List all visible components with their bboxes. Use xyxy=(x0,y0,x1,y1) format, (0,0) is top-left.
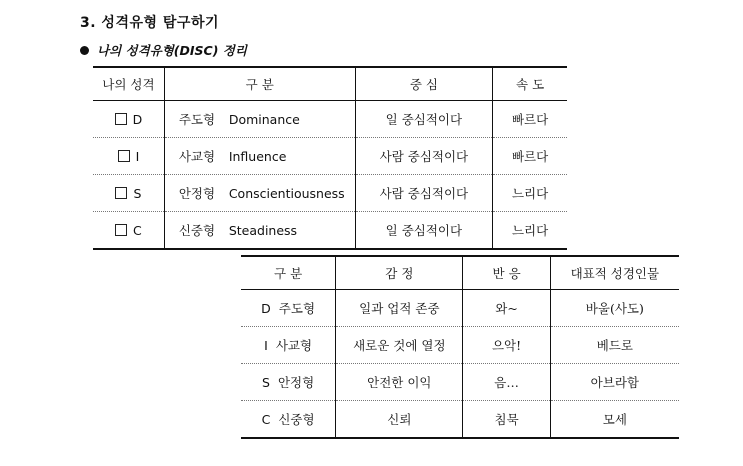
header-category: 구 분 xyxy=(164,67,355,101)
header-emotion: 감 정 xyxy=(336,256,463,290)
type-english: Conscientiousness xyxy=(228,186,345,201)
disc-traits-table xyxy=(241,255,679,439)
subtitle-text: 나의 성격유형(DISC) 정리 xyxy=(97,43,247,58)
type-korean: 안정형 xyxy=(178,186,216,201)
header-reaction: 반 응 xyxy=(463,256,550,290)
figure-cell: 바울(사도) xyxy=(550,290,679,327)
checkbox-cell[interactable] xyxy=(93,101,164,138)
table-row xyxy=(241,401,679,439)
disc-summary-table xyxy=(93,66,567,250)
category-cell xyxy=(164,175,355,212)
type-letter: S xyxy=(133,185,142,201)
checkbox[interactable] xyxy=(115,187,127,199)
type-letter: D xyxy=(261,301,271,316)
type-korean: 사교형 xyxy=(178,149,216,164)
type-letter: D xyxy=(132,111,143,127)
type-korean: 신중형 xyxy=(178,223,216,238)
checkbox-cell[interactable] xyxy=(93,138,164,175)
table-row xyxy=(93,138,567,175)
type-cell xyxy=(241,290,336,327)
header-focus: 중 심 xyxy=(355,67,493,101)
type-letter: C xyxy=(133,222,142,238)
speed-cell: 느리다 xyxy=(511,223,549,238)
type-korean: 안정형 xyxy=(277,375,315,390)
table-row xyxy=(93,101,567,138)
header-category: 구 분 xyxy=(241,256,336,290)
type-korean: 사교형 xyxy=(275,338,313,353)
section-subtitle xyxy=(80,41,247,59)
bullet-icon xyxy=(80,46,89,55)
type-korean: 주도형 xyxy=(178,112,216,127)
speed-cell: 느리다 xyxy=(493,175,567,212)
table-row xyxy=(241,364,679,401)
type-letter: S xyxy=(262,375,270,390)
table-row xyxy=(241,290,679,327)
table-row xyxy=(93,212,567,250)
focus-cell: 일 중심적이다 xyxy=(355,212,493,250)
focus-cell: 사람 중심적이다 xyxy=(355,138,493,175)
table-header-row xyxy=(241,256,679,290)
figure-cell: 모세 xyxy=(602,412,627,427)
reaction-cell: 침묵 xyxy=(463,401,550,439)
type-letter: I xyxy=(135,148,140,164)
reaction-cell: 와~ xyxy=(463,290,550,327)
speed-cell: 빠르다 xyxy=(493,101,567,138)
section-title: 3. 성격유형 탐구하기 xyxy=(80,15,219,31)
table-row xyxy=(93,175,567,212)
checkbox[interactable] xyxy=(115,113,127,125)
table-header-row xyxy=(93,67,567,101)
header-biblical-figure: 대표적 성경인물 xyxy=(550,256,679,290)
type-english: Steadiness xyxy=(228,223,298,238)
type-english: Influence xyxy=(228,149,287,164)
category-cell xyxy=(164,212,355,250)
checkbox[interactable] xyxy=(115,224,127,236)
emotion-cell: 신뢰 xyxy=(336,401,463,439)
emotion-cell: 새로운 것에 열정 xyxy=(336,327,463,364)
focus-cell: 일 중심적이다 xyxy=(355,101,493,138)
type-letter: C xyxy=(261,412,271,427)
reaction-cell: 음… xyxy=(463,364,550,401)
type-english: Dominance xyxy=(228,112,300,127)
checkbox-cell[interactable] xyxy=(93,212,164,250)
checkbox[interactable] xyxy=(118,150,130,162)
category-cell xyxy=(164,138,355,175)
reaction-cell: 으악! xyxy=(463,327,550,364)
focus-cell: 사람 중심적이다 xyxy=(355,175,493,212)
figure-cell: 아브라함 xyxy=(550,364,679,401)
speed-cell: 빠르다 xyxy=(493,138,567,175)
category-cell xyxy=(164,101,355,138)
checkbox-cell[interactable] xyxy=(93,175,164,212)
type-cell xyxy=(241,327,336,364)
emotion-cell: 안전한 이익 xyxy=(336,364,463,401)
header-my-type: 나의 성격 xyxy=(93,67,164,101)
table-row xyxy=(241,327,679,364)
figure-cell: 베드로 xyxy=(550,327,679,364)
type-cell xyxy=(241,401,336,439)
emotion-cell: 일과 업적 존중 xyxy=(336,290,463,327)
type-letter: I xyxy=(264,338,268,353)
type-korean: 신중형 xyxy=(278,412,315,427)
type-korean: 주도형 xyxy=(278,301,316,316)
type-cell xyxy=(241,364,336,401)
header-speed: 속 도 xyxy=(493,67,567,101)
